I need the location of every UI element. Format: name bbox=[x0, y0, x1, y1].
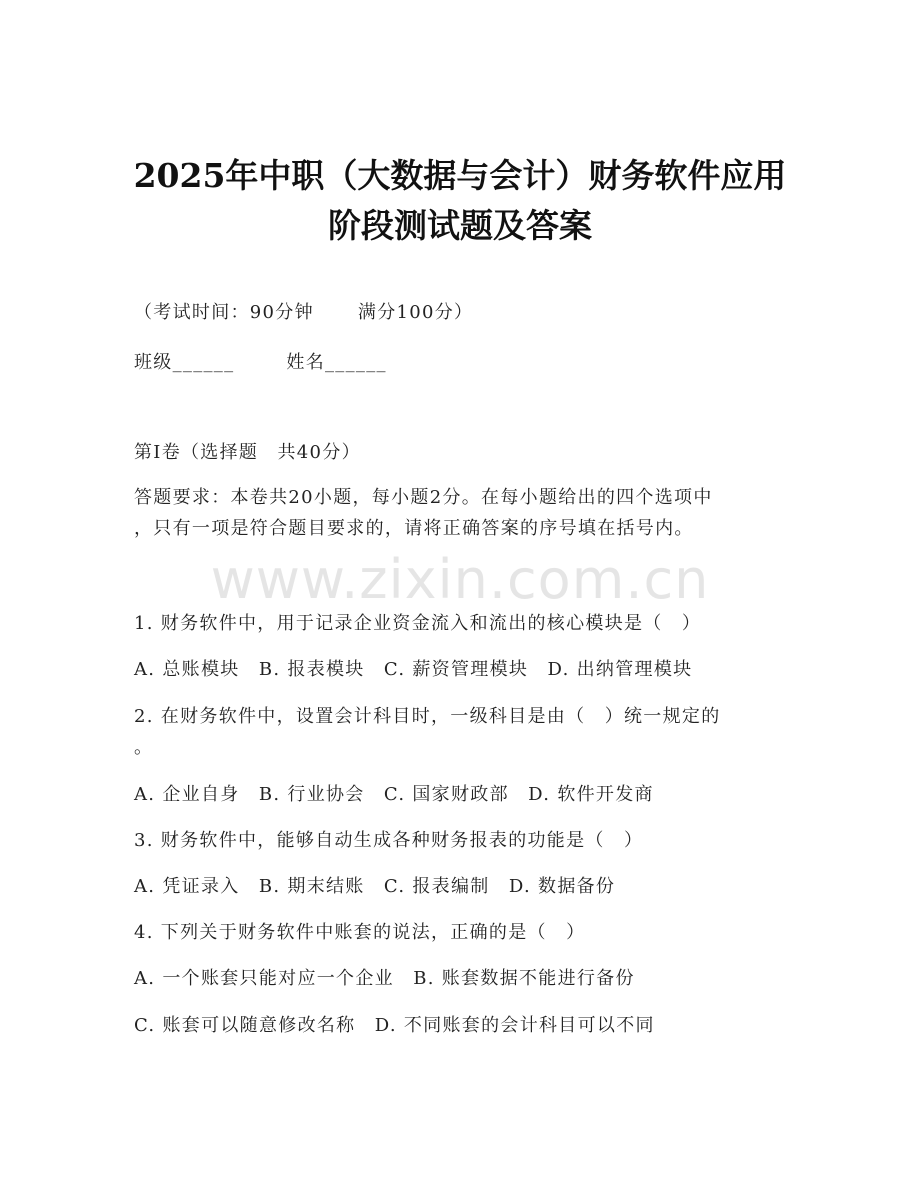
student-info bbox=[134, 350, 387, 376]
class-field: 班级______ bbox=[134, 352, 235, 373]
spacer bbox=[314, 300, 358, 326]
question-2-stem-continued: 。 bbox=[134, 737, 154, 758]
watermark: www.zixin.com.cn bbox=[210, 548, 710, 611]
question-4-options-line-1: A. 一个账套只能对应一个企业 B. 账套数据不能进行备份 bbox=[134, 968, 635, 989]
question-1-options: A. 总账模块 B. 报表模块 C. 薪资管理模块 D. 出纳管理模块 bbox=[134, 659, 693, 680]
question-1-stem: 1. 财务软件中，用于记录企业资金流入和流出的核心模块是（ ） bbox=[134, 613, 702, 634]
question-4-stem: 4. 下列关于财务软件中账套的说法，正确的是（ ） bbox=[134, 922, 586, 943]
name-field: 姓名______ bbox=[286, 352, 387, 373]
exam-time: （考试时间：90分钟 bbox=[134, 302, 314, 323]
question-3-options: A. 凭证录入 B. 期末结账 C. 报表编制 D. 数据备份 bbox=[134, 876, 616, 897]
exam-info bbox=[134, 300, 473, 326]
document-title-line-2: 阶段测试题及答案 bbox=[328, 206, 592, 245]
question-2-options: A. 企业自身 B. 行业协会 C. 国家财政部 D. 软件开发商 bbox=[134, 784, 654, 805]
section-title: 第I卷（选择题 共40分） bbox=[134, 442, 361, 463]
question-4-options-line-2: C. 账套可以随意修改名称 D. 不同账套的会计科目可以不同 bbox=[134, 1015, 655, 1036]
question-3-stem: 3. 财务软件中，能够自动生成各种财务报表的功能是（ ） bbox=[134, 830, 644, 851]
spacer bbox=[234, 350, 286, 376]
full-score: 满分100分） bbox=[357, 302, 474, 323]
instructions-line-2: ，只有一项是符合题目要求的，请将正确答案的序号填在括号内。 bbox=[134, 518, 694, 539]
document-title-line-1: 2025年中职（大数据与会计）财务软件应用 bbox=[133, 156, 787, 195]
question-2-stem: 2. 在财务软件中，设置会计科目时，一级科目是由（ ）统一规定的 bbox=[134, 706, 721, 727]
instructions-line-1: 答题要求：本卷共20小题，每小题2分。在每小题给出的四个选项中 bbox=[134, 487, 713, 508]
